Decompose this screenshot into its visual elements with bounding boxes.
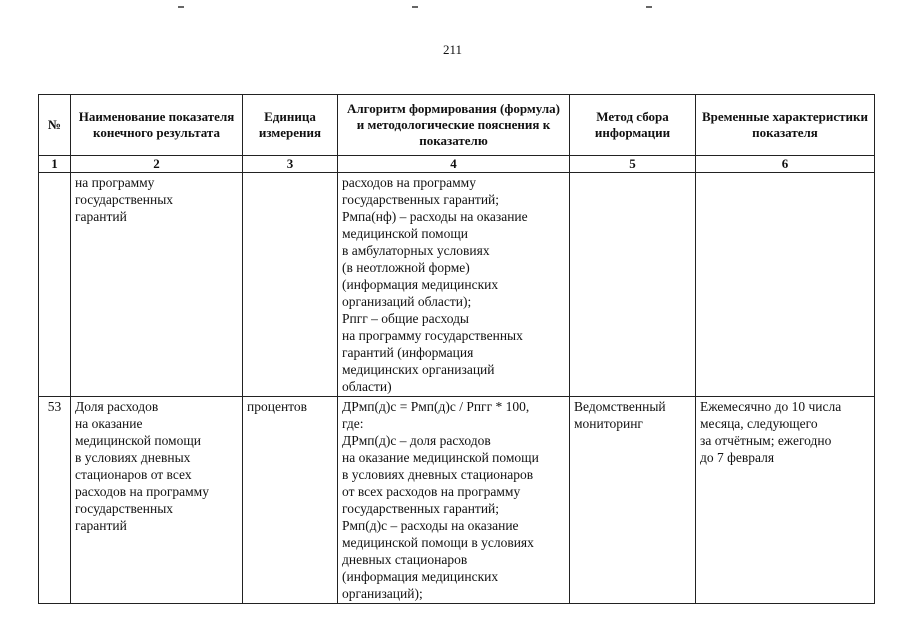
indicator-name-cell-line: гарантий <box>75 209 127 224</box>
header-number: № <box>39 95 71 156</box>
scan-artifact <box>178 6 184 8</box>
header-indicator-name: Наименование показателя конечного результата <box>71 95 243 156</box>
algorithm-cell-line: (информация медицинских <box>342 569 499 584</box>
indicator-name-cell-line: государственных <box>75 501 174 516</box>
table-row <box>39 173 875 397</box>
column-number-row <box>39 156 875 173</box>
header-algorithm: Алгоритм формирования (формула) и методологические пояснения к показателю <box>338 95 570 156</box>
table-row <box>39 397 875 604</box>
method-cell <box>570 173 696 397</box>
indicator-name-cell-line: Доля расходов <box>75 399 159 414</box>
column-number: 5 <box>570 156 696 173</box>
method-cell-line: Ведомственный <box>574 399 666 414</box>
indicator-table <box>38 94 875 604</box>
algorithm-cell-line: медицинской помощи в условиях <box>342 535 534 550</box>
algorithm-cell-line: области) <box>342 379 392 394</box>
timing-cell-line: за отчётным; ежегодно <box>700 433 832 448</box>
algorithm-cell-line: медицинских организаций <box>342 362 495 377</box>
indicator-name-cell-line: медицинской помощи <box>75 433 201 448</box>
algorithm-cell-line: организаций области); <box>342 294 472 309</box>
column-number: 1 <box>39 156 71 173</box>
algorithm-cell-line: в амбулаторных условиях <box>342 243 490 258</box>
row-number-cell <box>39 173 71 397</box>
algorithm-cell-line: организаций); <box>342 586 423 601</box>
header-timing: Временные характеристики показателя <box>696 95 875 156</box>
page-number: 211 <box>442 42 463 57</box>
algorithm-cell-line: расходов на программу <box>342 175 476 190</box>
algorithm-cell-line: дневных стационаров <box>342 552 468 567</box>
algorithm-cell-line: ДРмп(д)с – доля расходов <box>342 433 491 448</box>
scan-artifact <box>412 6 418 8</box>
algorithm-cell-line: где: <box>342 416 364 431</box>
column-number: 6 <box>696 156 875 173</box>
column-number: 4 <box>338 156 570 173</box>
algorithm-cell-line: Рпгг – общие расходы <box>342 311 470 326</box>
algorithm-cell-line: на программу государственных <box>342 328 523 343</box>
algorithm-cell-line: (информация медицинских <box>342 277 499 292</box>
scan-artifact <box>646 6 652 8</box>
indicator-name-cell-line: гарантий <box>75 518 127 533</box>
indicator-name-cell <box>71 173 243 397</box>
method-cell-line: мониторинг <box>574 416 643 431</box>
indicator-name-cell-line: стационаров от всех <box>75 467 192 482</box>
algorithm-cell-line: государственных гарантий; <box>342 501 500 516</box>
timing-cell-line: Ежемесячно до 10 числа <box>700 399 842 414</box>
timing-cell-line: до 7 февраля <box>700 450 775 465</box>
algorithm-cell-line: от всех расходов на программу <box>342 484 521 499</box>
algorithm-cell-line: медицинской помощи <box>342 226 468 241</box>
column-number: 2 <box>71 156 243 173</box>
algorithm-cell-line: Рмп(д)с – расходы на оказание <box>342 518 519 533</box>
indicator-name-cell-line: на оказание <box>75 416 143 431</box>
indicator-name-cell <box>71 397 243 604</box>
indicator-name-cell-line: расходов на программу <box>75 484 209 499</box>
timing-cell <box>696 397 875 604</box>
algorithm-cell <box>338 397 570 604</box>
column-number: 3 <box>243 156 338 173</box>
indicator-name-cell-line: государственных <box>75 192 174 207</box>
indicator-name-cell-line: на программу <box>75 175 155 190</box>
header-row <box>39 95 875 156</box>
algorithm-cell-line: Рмпа(нф) – расходы на оказание <box>342 209 528 224</box>
algorithm-cell-line: ДРмп(д)с = Рмп(д)с / Рпгг * 100, <box>342 399 530 414</box>
timing-cell-line: месяца, следующего <box>700 416 818 431</box>
method-cell <box>570 397 696 604</box>
algorithm-cell-line: государственных гарантий; <box>342 192 500 207</box>
algorithm-cell-line: гарантий (информация <box>342 345 474 360</box>
algorithm-cell-line: на оказание медицинской помощи <box>342 450 539 465</box>
algorithm-cell-line: (в неотложной форме) <box>342 260 470 275</box>
header-unit: Единица измерения <box>243 95 338 156</box>
header-method: Метод сбора информации <box>570 95 696 156</box>
algorithm-cell-line: в условиях дневных стационаров <box>342 467 534 482</box>
unit-cell: процентов <box>243 397 338 604</box>
row-number-cell: 53 <box>39 397 71 604</box>
indicator-name-cell-line: в условиях дневных <box>75 450 191 465</box>
algorithm-cell <box>338 173 570 397</box>
timing-cell <box>696 173 875 397</box>
unit-cell <box>243 173 338 397</box>
